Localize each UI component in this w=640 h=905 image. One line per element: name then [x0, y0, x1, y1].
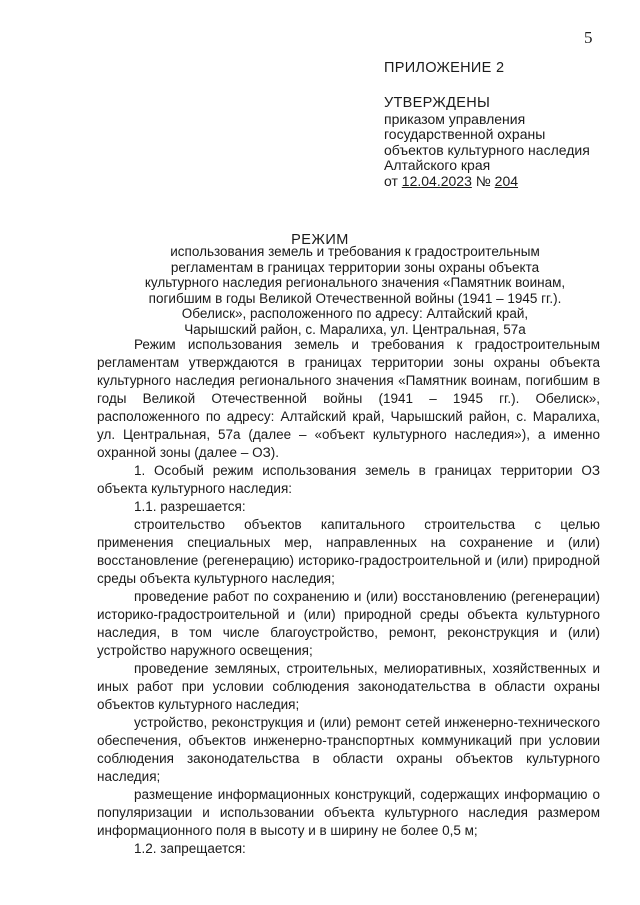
paragraph: строительство объектов капитального строительства с целью применения специальных мер, направленных на сохранение и (или) восстановление (регенерацию) историко-градостроительной и (или) природной среды объекта культурного наследия; [97, 517, 600, 586]
number-prefix: № [471, 172, 495, 189]
document-title: РЕЖИМ [291, 232, 349, 248]
approved-heading: УТВЕРЖДЕНЫ [384, 95, 491, 111]
paragraph: устройство, реконструкция и (или) ремонт сетей инженерно-технического обеспечения, объектов инженерно-транспортных коммуникаций при условии соблюдения законодательства в области охраны объектов культурного наследия; [97, 715, 600, 784]
paragraph: 1. Особый режим использования земель в границах территории ОЗ объекта культурного наследия: [97, 463, 600, 496]
page-number: 5 [584, 28, 593, 47]
paragraph: проведение работ по сохранению и (или) восстановлению (регенерации) историко-градостроительной и (или) природной среды объекта культурного наследия, в том числе благоустройство, ремонт, реконструкция и (или) устройство наружного освещения; [97, 589, 600, 658]
paragraph: размещение информационных конструкций, содержащих информацию о популяризации и использовании объекта культурного наследия размером информационного поля в высоту и в ширину не более 0,5 м; [97, 787, 600, 838]
subtitle-line: погибшим в годы Великой Отечественной войны (1941 – 1945 гг.). [148, 290, 562, 306]
approved-line: государственной охраны [384, 126, 546, 142]
paragraph: Режим использования земель и требования к градостроительным регламентам утверждаются в границах территории зоны охраны объекта культурного наследия регионального значения «Памятник воинам, погибшим в годы Великой Отечественной войны (1941 – 1945 гг.). Обелиск», расположенного по адресу: Алтайский край, Чарышский район, с. Маралиха, ул. Центральная, 57а (далее – «объект культурного наследия»), а именно охранной зоны (далее – ОЗ). [97, 337, 600, 460]
approval-number: 204 [494, 172, 519, 189]
subtitle-line: Чарышский район, с. Маралиха, ул. Центральная, 57а [184, 321, 526, 337]
paragraph: 1.1. разрешается: [134, 499, 246, 514]
document-body [97, 336, 600, 858]
paragraph: проведение земляных, строительных, мелиоративных, хозяйственных и иных работ при условии соблюдения законодательства в области охраны объектов культурного наследия; [97, 661, 600, 712]
subtitle-line: использования земель и требования к градостроительным [170, 244, 540, 259]
approved-line: приказом управления [384, 110, 526, 127]
approval-block [384, 96, 590, 189]
appendix-label: ПРИЛОЖЕНИЕ 2 [384, 60, 505, 76]
paragraph: 1.2. запрещается: [134, 841, 246, 856]
approval-date-line [384, 174, 590, 190]
date-prefix: от [384, 172, 402, 189]
subtitle-line: Обелиск», расположенного по адресу: Алтайский край, [181, 306, 529, 321]
subtitle-line: регламентам в границах территории зоны охраны объекта [170, 259, 540, 275]
approval-date: 12.04.2023 [401, 172, 472, 189]
subtitle-line: культурного наследия регионального значения «Памятник воинам, [144, 275, 566, 290]
document-subtitle [140, 244, 570, 337]
approved-line: Алтайского края [384, 157, 491, 173]
approved-line: объектов культурного наследия [384, 141, 590, 158]
